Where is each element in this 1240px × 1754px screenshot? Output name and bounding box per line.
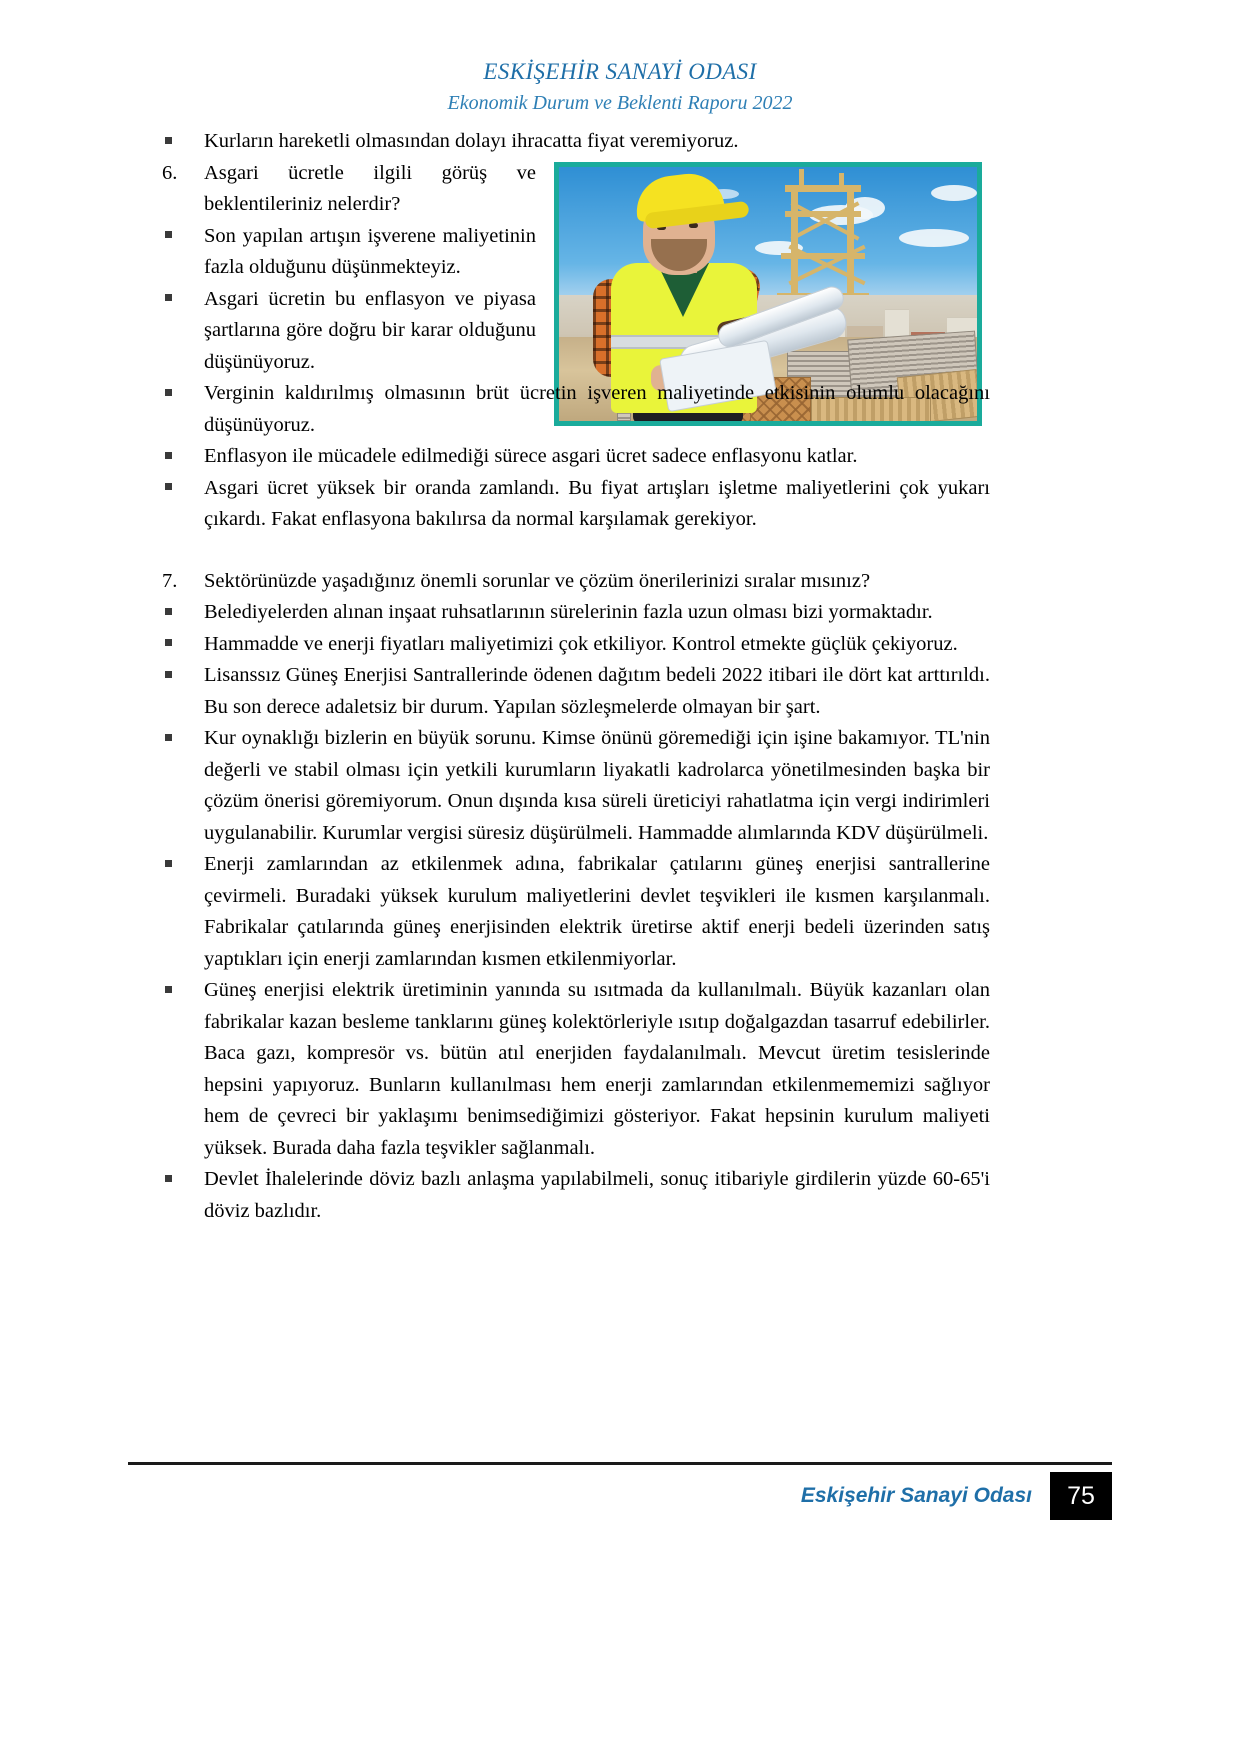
list-item-text: Güneş enerjisi elektrik üretiminin yanında su ısıtmada da kullanılmalı. Büyük kazanları olan fabrikalar kazan besleme tanklarını güneş kolektörleriyle ısıtıp doğalgazdan tasarruf edebilirler. Baca gazı, kompresör vs. bütün atıl enerjiden faydalanılmalı. Mevcut üretim tesislerinde hepsini yapıyoruz. Bunların kullanılması hem enerji zamlarından etkilenmememizi sağlıyor hem de çevreci bir yaklaşımı benimsediğimizi gösteriyor. Fakat hepsinin kurulum maliyeti yüksek. Burada daha fazla teşvikler sağlanmalı. <box>204 979 990 1159</box>
bullet-marker <box>158 723 198 755</box>
list-item-text: Enerji zamlarından az etkilenmek adına, fabrikalar çatılarını güneş enerjisi santrallerine çevirmeli. Buradaki yüksek kurulum maliyetlerini devlet teşvikleri ile kısmen karşılanmalı. Fabrikalar çatılarında güneş enerjisinden elektrik üretirse aktif enerji bedeli üzerinden satış yaptıkları için enerji zamlarından kısmen etkilenmiyorlar. <box>204 853 990 970</box>
list-item-text: Lisanssız Güneş Enerjisi Santrallerinde ödenen dağıtım bedeli 2022 itibari ile dört kat arttırıldı. Bu son derece adaletsiz bir durum. Yapılan sözleşmelerde olmayan bir şart. <box>204 664 990 718</box>
list-item <box>158 849 990 975</box>
list-item-text: Verginin kaldırılmış olmasının brüt ücretin işveren maliyetinde etkisinin olumlu olacağını düşünüyoruz. <box>204 382 990 436</box>
question-item-6 <box>158 158 536 221</box>
paragraph-spacer <box>158 536 990 566</box>
list-item <box>158 284 536 379</box>
question-number: 7. <box>162 569 178 592</box>
list-item <box>158 221 536 284</box>
bullet-marker <box>158 629 198 661</box>
bullet-marker <box>158 1164 198 1196</box>
header-subtitle: Ekonomik Durum ve Beklenti Raporu 2022 <box>447 91 793 114</box>
list-item <box>158 597 990 629</box>
question-text: Asgari ücretle ilgili görüş ve beklentileriniz nelerdir? <box>204 161 536 215</box>
bullet-marker <box>158 284 198 316</box>
list-item-text: Son yapılan artışın işverene maliyetinin fazla olduğunu düşünmekteyiz. <box>204 224 536 278</box>
page-header <box>0 58 1240 116</box>
bullet-marker <box>158 660 198 692</box>
question-number: 6. <box>162 161 178 184</box>
bullet-marker <box>158 597 198 629</box>
footer-divider <box>128 1462 1112 1465</box>
bullet-marker <box>158 441 198 473</box>
list-item-text: Devlet İhalelerinde döviz bazlı anlaşma yapılabilmeli, sonuç itibariyle girdilerin yüzde 60-65'i döviz bazlıdır. <box>204 1168 990 1222</box>
list-item <box>158 629 990 661</box>
question-item-7 <box>158 566 990 598</box>
list-item-text: Kur oynaklığı bizlerin en büyük sorunu. Kimse önünü göremediği için işine bakamıyor. TL'nin değerli ve stabil olması için yetkili kurumların liyakatli kadrolarca yönetilmesinden başka bir çözüm önerisi göremiyorum. Onun dışında kısa süreli üreticiyi rahatlatma için vergi indirimleri uygulanabilir. Kurumlar vergisi süresiz düşürülmeli. Hammadde alımlarında KDV düşürülmeli. <box>204 727 990 844</box>
header-title: ESKİŞEHİR SANAYİ ODASI <box>483 59 757 84</box>
list-item <box>158 126 990 158</box>
page-footer <box>128 1472 1112 1520</box>
bullet-marker <box>158 975 198 1007</box>
list-item-text: Kurların hareketli olmasından dolayı ihracatta fiyat veremiyoruz. <box>204 130 739 152</box>
list-item <box>158 660 990 723</box>
document-body <box>158 126 990 1227</box>
list-item-text: Belediyelerden alınan inşaat ruhsatlarının sürelerinin fazla uzun olması bizi yormaktadır. <box>204 601 933 623</box>
bullet-marker <box>158 473 198 505</box>
bullet-marker <box>158 126 198 158</box>
bullet-marker <box>158 221 198 253</box>
list-item-text: Enflasyon ile mücadele edilmediği sürece asgari ücret sadece enflasyonu katlar. <box>204 445 858 467</box>
question-text: Sektörünüzde yaşadığınız önemli sorunlar ve çözüm önerilerinizi sıralar mısınız? <box>204 569 871 592</box>
list-item-text: Hammadde ve enerji fiyatları maliyetimizi çok etkiliyor. Kontrol etmekte güçlük çekiyoruz. <box>204 632 958 655</box>
bullet-marker <box>158 378 198 410</box>
list-item <box>158 975 990 1164</box>
list-item-text: Asgari ücretin bu enflasyon ve piyasa şartlarına göre doğru bir karar olduğunu düşünüyoruz. <box>204 287 536 373</box>
list-item <box>158 473 990 536</box>
list-item <box>158 378 990 441</box>
bullet-marker <box>158 849 198 881</box>
page-number-badge: 75 <box>1050 1472 1112 1520</box>
footer-organization-label: Eskişehir Sanayi Odası <box>800 1484 1032 1507</box>
list-item <box>158 441 990 473</box>
list-item <box>158 1164 990 1227</box>
list-item-text: Asgari ücret yüksek bir oranda zamlandı. Bu fiyat artışları işletme maliyetlerini çok yukarı çıkardı. Fakat enflasyona bakılırsa da normal karşılamak gerekiyor. <box>204 476 990 530</box>
list-item <box>158 723 990 849</box>
